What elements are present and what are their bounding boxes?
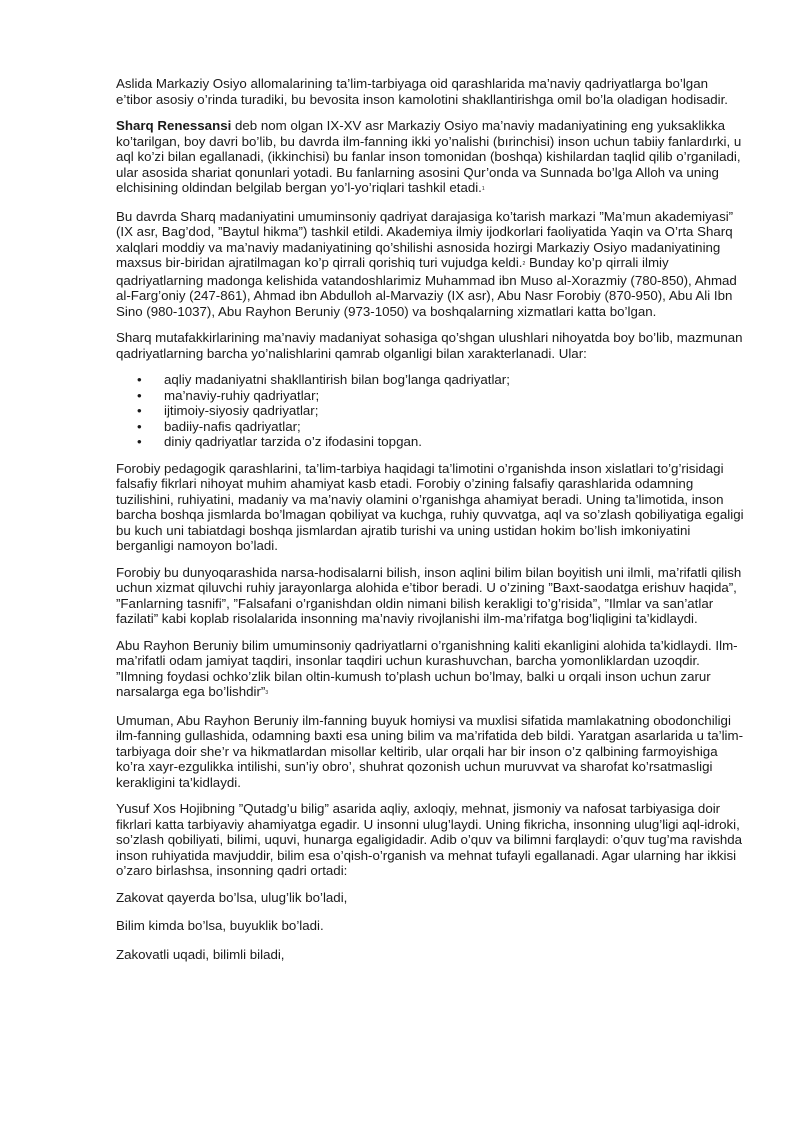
footnote-mark[interactable]: 1 [481, 186, 485, 192]
verse-line: Bilim kimda bo’lsa, buyuklik bo’ladi. [116, 918, 324, 933]
verse-line: Zakovatli uqadi, bilimli biladi, [116, 946, 285, 962]
paragraph-text: Bu davrda Sharq madaniyatini umuminsoniy qadriyat darajasiga ko’tarish markazi ”Ma’mun akademiyasi” (IX asr, Bag’dod, ”Baytul hikma”) tashkil etildi. Akademiya ilmiy ijodkorlari faoliyatida Yaqin va O’rta Sharq xalqlari moddiy va ma’naviy madaniyatining qo’shilishi asnosida hozirgi Markaziy Osiyo madaniyatining maxsus bir-biridan ajratilmagan ko’p qirrali qorishiq turi vujudga keldi. [116, 208, 734, 270]
footnote-mark[interactable]: 3 [265, 690, 269, 696]
footnote-mark[interactable]: 2 [522, 261, 526, 267]
list-item: • badiiy-nafis qadriyatlar; [164, 419, 746, 435]
values-list [116, 372, 746, 450]
paragraph-text: Bunday ko’p qirrali ilmiy qadriyatlarning madonga kelishida vatandoshlarimiz Muhammad ibn Muso al-Xorazmiy (780-850), Ahmad al-Farg’oniy (247-861), Ahmad ibn Abdulloh al-Marvaziy (IX asr), Abu Nasr Forobiy (870-950), Abu Ali Ibn Sino (980-1037), Abu Rayhon Beruniy (973-1050) va boshqalarning xizmatlari katta bo’lgan. [116, 255, 737, 319]
list-item: • aqliy madaniyatni shakllantirish bilan bog’langa qadriyatlar; [164, 372, 746, 388]
verse-line: Zakovat qayerda bo’lsa, ulug’lik bo’ladi, [116, 889, 348, 905]
paragraph-text: Abu Rayhon Beruniy bilim umuminsoniy qadriyatlarni o’rganishning kaliti ekanligini alohida ta’kidlaydi. Ilm-ma’rifatli odam jamiyat taqdiri, insonlar taqdiri uchun kurashuvchan, barcha yomonliklardan uzoqdir. ”Ilmning foydasi ochko’zlik bilan oltin-kumush to’plash uchun bo’lmay, balki u orqali inson uchun zarur narsalarga ega bo’lishdir” [116, 637, 738, 699]
list-item: • ma’naviy-ruhiy qadriyatlar; [164, 388, 746, 404]
paragraph-yusuf-xos-hojib: Yusuf Xos Hojibning ”Qutadg’u bilig” asarida aqliy, axloqiy, mehnat, jismoniy va nafosat tarbiyasiga doir fikrlari katta tarbiyaviy ahamiyatga egadir. U insonni ulug’laydi. Uning fikricha, insonning ulug’ligi aql-idroki, so’zlash qobiliyati, bilimi, uquvi, hunarga egaligidadir. Adib o’quv va bilimni farqlaydi: o’quv tug’ma ravishda inson ruhiyatida mavjuddir, bilim esa o’qish-o’rganish va mehnat tufayli egallanadi. Agar ularning har ikkisi o’zaro birlashsa, insonning qadri ortadi: [116, 801, 743, 878]
list-item: • ijtimoiy-siyosiy qadriyatlar; [164, 403, 746, 419]
paragraph-forobiy-1: Forobiy pedagogik qarashlarini, ta’lim-tarbiya haqidagi ta’limotini o’rganishda inson xislatlari to’g’risidagi falsafiy fikrlari nihoyat muhim ahamiyat kasb etadi. Forobiy o’zining falsafiy qarashlarida odamning tuzilishini, ruhiyatini, madaniy va ma’naviy olamini o’rganishga ahamiyat beradi. Uning ta’limotida, inson barcha boshqa jismlarda bo’lmagan qobiliyat va kuchga, ruhiy quvvatga, aql va so’zlash qobiliyatiga egaligi bu kuch uni tabiatdagi boshqa jismlardan ajratib turishi va uning ustidan hokim bo’lish imkoniyatini berganligi namoyon bo’ladi. [116, 460, 744, 553]
paragraph-sharq-renessansi [116, 118, 746, 198]
paragraph-forobiy-2: Forobiy bu dunyoqarashida narsa-hodisalarni bilish, inson aqlini bilim bilan boyitish uni ilmli, ma’rifatli qilish uchun xizmat qiluvchi ruhiy jarayonlarga alohida e’tibor beradi. U o’zining ”Baxt-saodatga erishuv haqida”, ”Fanlarning tasnifi”, ”Falsafani o’rganishdan oldin nimani bilish kerakligi to’g’risida”, ”Ilmlar va san’atlar fazilati” kabi koplab risolalarida insonning ma’naviy rivojlanishi ilm-ma’rifatga bog’liqligini ta’kidlaydi. [116, 564, 742, 626]
list-item: • diniy qadriyatlar tarzida o’z ifodasini topgan. [164, 434, 746, 450]
paragraph-eastern-thinkers: Sharq mutafakkirlarining ma’naviy madaniyat sohasiga qo’shgan ulushlari nihoyatda boy bo’lib, mazmunan qadriyatlarning barcha yo’nalishlarini qamrab olganligi bilan xarakterlanadi. Ular: [116, 330, 743, 361]
paragraph-beruniy-1 [116, 638, 746, 702]
document-page [116, 76, 746, 975]
paragraph-beruniy-2: Umuman, Abu Rayhon Beruniy ilm-fanning buyuk homiysi va muxlisi sifatida mamlakatning obodonchiligi ilm-fanning gullashida, odamning baxti esa uning bilim va ma’rifatida deb bildi. Yaratgan asarlarida u ta’lim-tarbiyaga doir she’r va hikmatlardan misollar keltirib, ular orqali har bir inson o’z qalbining farmoyishiga ko’ra xayr-ezgulikka intilishi, sun’iy obro’, shuhrat qozonish uchun muruvvat va sharofat ko’rsatmasligi kerakligini ta’kidlaydi. [116, 712, 744, 790]
paragraph-text: deb nom olgan IX-XV asr Markaziy Osiyo ma’naviy madaniyatining eng yuksaklikka ko’tarilgan, boy davri bo’lib, bu davrda ilm-fanning ikki yo’nalishi (bırinchisi) inson uchun tabiiy fanlardırki, u aql ko’zi bilan egallanadi, (ikkinchisi) bu fanlar inson tomonidan (boshqa) kishilardan taqlid qilib o’rganiladi, ular asosida shariat qonunlari yotadi. Bu fanlarning asosini Qur’onda va Sunnada bo’lga Alloh va uning elchisining oldindan belgilab bergan yo’l-yo’riqlari tashkil etadi. [116, 118, 742, 195]
bold-term: Sharq Renessansi [116, 118, 232, 133]
paragraph-mamun-academy [116, 209, 746, 320]
paragraph-intro: Aslida Markaziy Osiyo allomalarining ta’lim-tarbiyaga oid qarashlarida ma’naviy qadriyatlarga bo’lgan e’tibor asosiy o’rinda turadiki, bu bevosita inson kamolotini shakllantirishga omil bo’la oladigan hodisadir. [116, 76, 729, 107]
